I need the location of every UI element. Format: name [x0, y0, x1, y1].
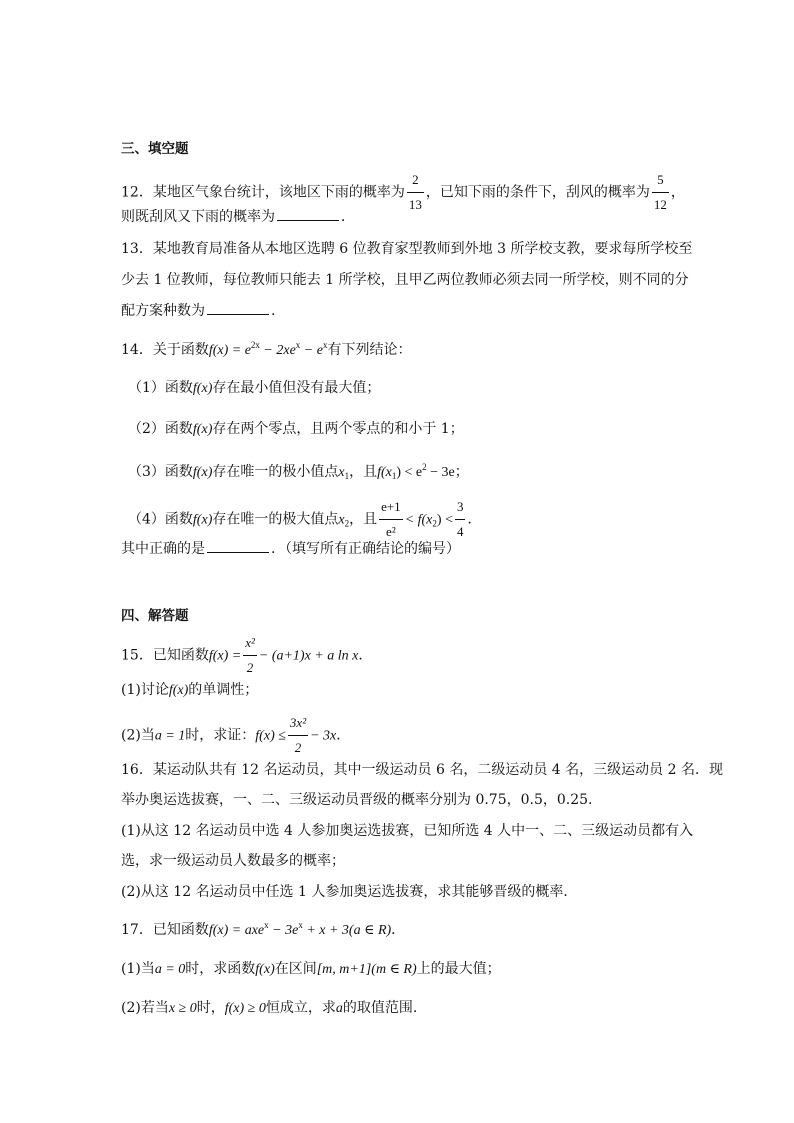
answer-blank-13[interactable] — [207, 313, 269, 315]
question-17-stem: 17．已知函数$f(x) = axe^x - 3e^x + x + 3(a$ ∈ R)． — [121, 920, 406, 938]
question-17-part-2: (2)若当x ≥ 0时，f(x) ≥ 0恒成立，求a的取值范围. — [121, 1000, 418, 1016]
fraction-e-plus-1-over-e-squared: $\frac{e+1}{\text{e²}}$ — [379, 496, 403, 543]
fraction-3x-squared-over-2: $\frac{\text{3x²}}{2}$ — [288, 712, 308, 759]
question-12-line-1: 12．某地区气象台统计，该地区下雨的概率为 $\frac{2}{13}$ ，已知下雨的条件下，刮风的概率为 $\frac{5}{12}$ ， — [121, 169, 685, 216]
question-13-line-2: 少去 1 位教师，每位教师只能去 1 所学校，且甲乙两位教师必须去同一所学校，则不同的分 — [121, 272, 689, 288]
question-15-part-2: (2)当a = 1时，求证：f(x) ≤ $\frac{\text{3x²}}{2}$ − 3x． — [121, 712, 350, 759]
answer-blank-12[interactable] — [277, 219, 339, 221]
fraction-5-12: $\frac{5}{12}$ — [652, 169, 669, 216]
question-13-line-1: 13．某地教育局准备从本地区选聘 6 位教育家型教师到外地 3 所学校支教，要求每所学校至 — [121, 241, 693, 257]
section-title-answer: 四、解答题 — [121, 608, 189, 624]
question-17-part-1: (1)当a = 0时，求函数f(x)在区间[m, m+1](m ∈ R)上的最大值； — [121, 961, 501, 977]
question-14-stem: 14．关于函数$f(x) = e^{2x} - 2xe^x - e^x$有下列结论： — [121, 340, 412, 358]
question-14-answer-line: 其中正确的是 ．（填写所有正确结论的编号） — [121, 541, 460, 557]
question-13-line-3: 配方案种数为 . — [121, 303, 276, 319]
fraction-x-squared-over-2: $\frac{\text{x²}}{2}$ — [243, 632, 257, 679]
question-14-statement-2: （2）函数f(x)存在两个零点，且两个零点的和小于 1； — [128, 421, 464, 437]
question-16-part-1-line-1: (1)从这 12 名运动员中选 4 人参加奥运选拔赛，已知所选 4 人中一、二、三级运动员都有入 — [121, 823, 694, 839]
question-15-part-1: (1)讨论f(x)的单调性； — [121, 682, 259, 698]
section-title-fill-in: 三、填空题 — [121, 141, 189, 157]
fraction-2-13: $\frac{2}{13}$ — [407, 169, 424, 216]
question-16-part-2: (2)从这 12 名运动员中任选 1 人参加奥运选拔赛，求其能够晋级的概率． — [121, 884, 578, 900]
question-14-statement-4: （4）函数f(x)存在唯一的极大值点$x_2$，且 $\frac{e+1}{\text{e²}}$ < $f(x_2)$ < $\frac{3}{4}$ ． — [128, 496, 481, 543]
question-15-stem: 15．已知函数f(x) = $\frac{\text{x²}}{2}$ − (a+1)x + a ln x． — [121, 632, 372, 679]
question-14-statement-1: （1）函数f(x)存在最小值但没有最大值； — [128, 380, 381, 396]
question-12-line-2: 则既刮风又下雨的概率为 ． — [121, 209, 355, 225]
fraction-3-4: $\frac{3}{4}$ — [455, 496, 466, 543]
question-16-line-2: 举办奥运选拔赛，一、二、三级运动员晋级的概率分别为 0.75，0.5，0.25. — [121, 792, 593, 808]
answer-blank-14[interactable] — [207, 551, 269, 553]
question-16-line-1: 16．某运动队共有 12 名运动员，其中一级运动员 6 名，二级运动员 4 名，三级运动员 2 名．现 — [121, 762, 723, 778]
question-16-part-1-line-2: 选，求一级运动员人数最多的概率； — [121, 853, 345, 869]
question-14-statement-3: （3）函数f(x)存在唯一的极小值点$x_1$，且$f(x_1) < e^2 - 3e$； — [128, 462, 469, 481]
